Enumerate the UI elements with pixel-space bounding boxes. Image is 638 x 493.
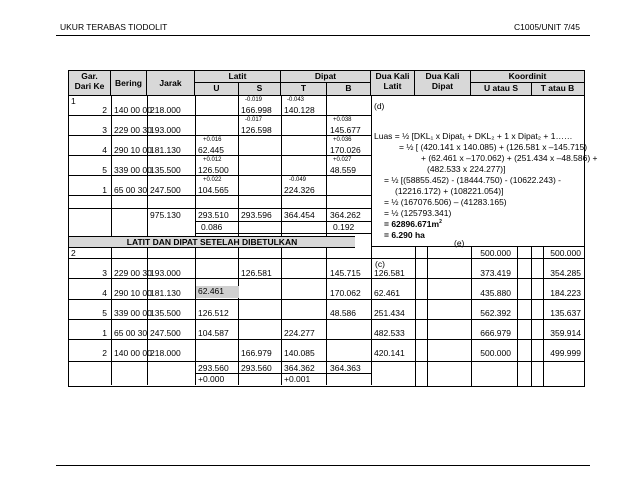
total-b: 364.363	[330, 363, 361, 373]
row-jarak: 135.500	[150, 308, 181, 318]
diff-lat: +0.000	[198, 374, 225, 384]
row-ko-u: 666.979	[480, 328, 511, 338]
col-koordinit	[471, 71, 584, 95]
row-ke: 5	[102, 165, 107, 175]
row-u: 104.565	[198, 185, 229, 195]
dipat-label: Dipat	[281, 71, 370, 83]
row-jarak: 218.000	[150, 105, 181, 115]
row-rule	[69, 361, 584, 362]
row-bering: 65 00 30	[114, 328, 148, 338]
row-ko-u: 373.419	[480, 268, 511, 278]
row-b: 145.715	[330, 268, 361, 278]
row-ke: 2	[102, 105, 107, 115]
row-ke: 1	[102, 185, 107, 195]
corr: +0.016	[203, 137, 222, 143]
row-jarak: 218.000	[150, 348, 181, 358]
row-t: 224.277	[284, 328, 315, 338]
area-line-3: + (62.461 x –170.062) + (251.434 x –48.586) +	[421, 153, 598, 163]
corr: -0.017	[245, 117, 263, 123]
row-ke: 3	[102, 268, 107, 278]
corr: -0.043	[287, 97, 305, 103]
row-ke: 4	[102, 145, 107, 155]
row-ke: 1	[102, 328, 107, 338]
corr: -0.049	[289, 177, 307, 183]
row-jarak: 181.130	[150, 145, 181, 155]
row-u: 104.587	[198, 328, 229, 338]
row-jarak: 193.000	[150, 268, 181, 278]
corr: +0.038	[333, 117, 352, 123]
area-result-m2	[384, 219, 442, 229]
note-e: (e)	[454, 238, 465, 248]
latit-label: Latit	[195, 71, 280, 83]
row-b: 48.586	[330, 308, 356, 318]
row-rule	[69, 339, 584, 340]
row-ko-t: 354.285	[550, 268, 581, 278]
row-bering: 290 10 00	[114, 288, 152, 298]
start-station: 1	[71, 96, 76, 106]
total-t: 364.454	[284, 210, 315, 220]
vline	[371, 95, 372, 385]
total-t: 364.362	[284, 363, 315, 373]
corr: +0.036	[333, 137, 352, 143]
dari-ke-label: Dari Ke	[74, 81, 105, 91]
row-s: 166.979	[241, 348, 272, 358]
row-rule	[69, 175, 371, 176]
row-bering: 140 00 00	[114, 105, 152, 115]
corr: +0.022	[203, 177, 222, 183]
row-ko-u: 562.392	[480, 308, 511, 318]
row-rule	[195, 233, 371, 234]
dkl-label-1: Dua Kali	[375, 71, 410, 81]
page-header-right: C1005/UNIT 7/45	[514, 22, 580, 32]
footer-rule	[56, 465, 590, 466]
corrected-band: LATIT DAN DIPAT SETELAH DIBETULKAN	[69, 236, 355, 248]
total-u: 293.560	[198, 363, 229, 373]
row-bering: 339 00 00	[114, 308, 152, 318]
dkl-label-2: Latit	[383, 81, 402, 91]
row-ko-t: 184.223	[550, 288, 581, 298]
row-jarak: 135.500	[150, 165, 181, 175]
total-u: 293.510	[198, 210, 229, 220]
area-m2-sup: 2	[439, 219, 442, 226]
row-rule	[69, 278, 584, 279]
row-b: 48.559	[330, 165, 356, 175]
area-line-7: = ½ (167076.506) – (41283.165)	[384, 197, 507, 207]
u-label: U	[195, 83, 239, 95]
row-jarak: 193.000	[150, 125, 181, 135]
page-header-left: UKUR TERABAS TIODOLIT	[60, 22, 168, 32]
row-rule	[69, 319, 584, 320]
row-ko-t: 135.637	[550, 308, 581, 318]
diff-lat: 0.086	[201, 222, 223, 232]
diff-dip: 0.192	[333, 222, 355, 232]
row-rule	[371, 246, 584, 247]
row-rule	[69, 155, 371, 156]
t-label: T	[281, 83, 327, 95]
row-t: 140.128	[284, 105, 315, 115]
row-s: 126.581	[241, 268, 272, 278]
vline	[427, 246, 428, 386]
row-jarak: 247.500	[150, 328, 181, 338]
vline	[415, 246, 416, 386]
row-jarak: 247.500	[150, 185, 181, 195]
row-dkl: 420.141	[374, 348, 405, 358]
gar-label: Gar.	[81, 71, 98, 81]
area-result-ha: = 6.290 ha	[384, 230, 425, 240]
col-jarak: Jarak	[147, 71, 195, 95]
koordinit-label: Koordinit	[471, 71, 584, 83]
traverse-table	[68, 70, 598, 387]
row-b: 145.677	[330, 125, 361, 135]
row-bering: 140 00 00	[114, 348, 152, 358]
row-ke: 2	[102, 348, 107, 358]
row-ke: 5	[102, 308, 107, 318]
row-b: 170.062	[330, 288, 361, 298]
row-u-highlight: 62.461	[196, 286, 239, 298]
u-atau-s-label: U atau S	[471, 83, 532, 95]
corr: -0.019	[245, 97, 263, 103]
vline	[531, 246, 532, 386]
row-rule	[69, 115, 371, 116]
note-d: (d)	[374, 101, 385, 111]
row-b: 170.026	[330, 145, 361, 155]
dkd-label-2: Dipat	[431, 81, 454, 91]
total-s: 293.560	[241, 363, 272, 373]
row-u: 126.500	[198, 165, 229, 175]
total-jarak: 975.130	[150, 210, 181, 220]
row-t: 140.085	[284, 348, 315, 358]
row-bering: 229 00 30	[114, 268, 152, 278]
row-dkl: 251.434	[374, 308, 405, 318]
row-ko-t: 499.999	[550, 348, 581, 358]
corr: +0.027	[333, 157, 352, 163]
col-dkd	[415, 71, 471, 95]
start-t: 500.000	[550, 248, 581, 258]
area-line-1: Luas = ½ [DKL₁ x Dipat₁ + DKL₂ + 1 x Dipat₂ + 1……	[374, 131, 573, 141]
vline	[517, 246, 518, 386]
row-rule	[69, 299, 584, 300]
col-latit	[195, 71, 281, 95]
start-u: 500.000	[480, 248, 511, 258]
row-dkl: 126.581	[374, 268, 405, 278]
row-dkl: 62.461	[374, 288, 400, 298]
row-bering: 229 00 30	[114, 125, 152, 135]
row-bering: 339 00 00	[114, 165, 152, 175]
row-rule	[69, 135, 371, 136]
col-dipat	[281, 71, 371, 95]
diff-dip: +0.001	[284, 374, 311, 384]
row-t: 224.326	[284, 185, 315, 195]
dkd-label-1: Dua Kali	[425, 71, 460, 81]
area-line-2: = ½ [ (420.141 x 140.085) + (126.581 x –145.715)	[399, 142, 588, 152]
col-gar	[69, 71, 111, 95]
row-dkl: 482.533	[374, 328, 405, 338]
area-m2-value: = 62896.671m	[384, 219, 440, 229]
area-line-4: (482.533 x 224.277)]	[427, 164, 506, 174]
area-line-5: = ½ [(58855.452) - (18444.750) - (10622.243) -	[384, 175, 561, 185]
row-u: 126.512	[198, 308, 229, 318]
total-b: 364.262	[330, 210, 361, 220]
note-c: (c)	[375, 259, 385, 269]
corr: +0.012	[203, 157, 222, 163]
t-atau-b-label: T atau B	[540, 83, 575, 93]
row-ko-u: 500.000	[480, 348, 511, 358]
row-s: 166.998	[241, 105, 272, 115]
area-line-6: (12216.172) + (108221.054)]	[395, 186, 504, 196]
row-rule	[69, 195, 371, 196]
row-bering: 290 10 00	[114, 145, 152, 155]
col-dkl	[371, 71, 415, 95]
row-rule	[69, 208, 371, 209]
row-ke: 4	[102, 288, 107, 298]
start-station-2: 2	[71, 248, 76, 258]
col-bering: Bering	[111, 71, 147, 95]
header-rule	[56, 35, 590, 36]
s-label: S	[256, 83, 263, 93]
area-line-8: = ½ (125793.341)	[384, 208, 452, 218]
row-ko-u: 435.880	[480, 288, 511, 298]
row-ke: 3	[102, 125, 107, 135]
b-label: B	[345, 83, 352, 93]
row-rule	[69, 258, 584, 259]
row-bering: 65 00 30	[114, 185, 148, 195]
total-s: 293.596	[241, 210, 272, 220]
row-u: 62.445	[198, 145, 224, 155]
row-ko-t: 359.914	[550, 328, 581, 338]
row-s: 126.598	[241, 125, 272, 135]
row-jarak: 181.130	[150, 288, 181, 298]
